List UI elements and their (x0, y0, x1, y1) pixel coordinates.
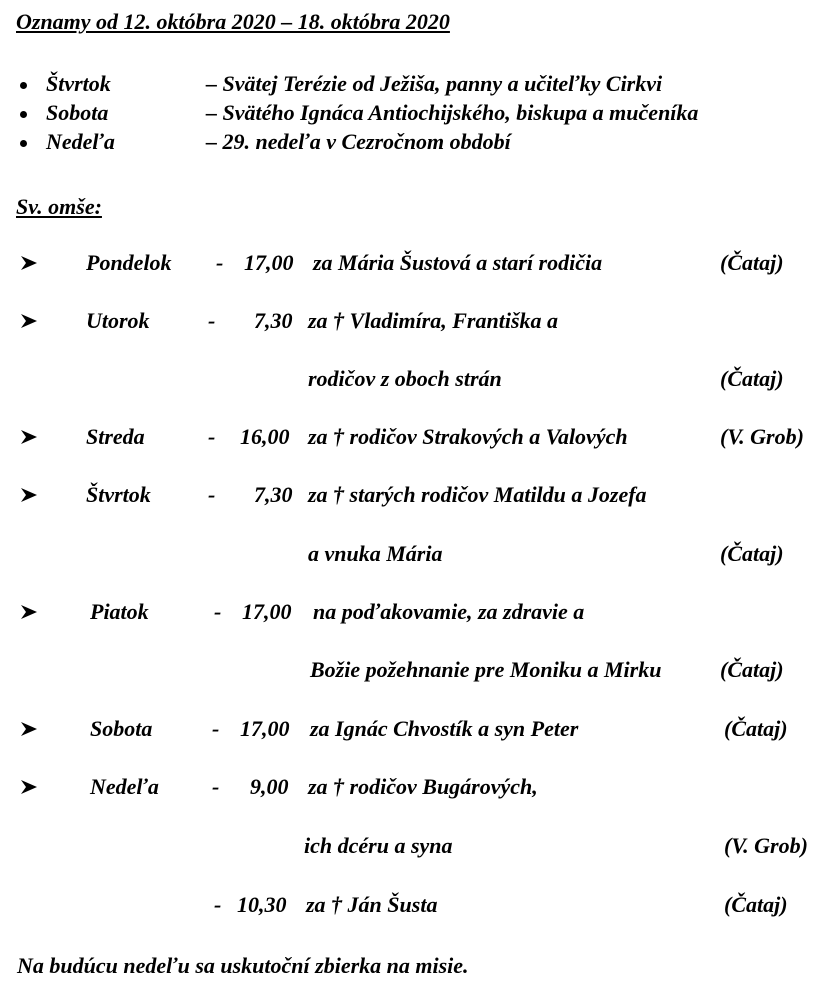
mass-day: Utorok (86, 308, 150, 333)
mass-intention: na poďakovamie, za zdravie a (313, 599, 585, 624)
mass-intention: za † Vladimíra, Františka a (308, 308, 559, 333)
mass-time: 17,00 (242, 599, 292, 624)
mass-place: (V. Grob) (724, 833, 808, 858)
mass-time: 17,00 (240, 716, 290, 741)
mass-intention: za † rodičov Strakových a Valových (308, 424, 628, 449)
mass-intention: za † starých rodičov Matildu a Jozefa (308, 482, 647, 507)
mass-dash: - (208, 308, 216, 333)
feast-day: Nedeľa (46, 129, 115, 154)
mass-dash: - (208, 424, 216, 449)
mass-day: Nedeľa (90, 774, 159, 799)
feast-desc: – Svätého Ignáca Antiochijského, biskupa a mučeníka (206, 100, 699, 125)
mass-place: (Čataj) (720, 657, 784, 682)
bullet-icon (20, 140, 27, 147)
arrow-bullet-icon (20, 779, 38, 795)
feast-desc: – Svätej Terézie od Ježiša, panny a učiteľky Cirkvi (206, 71, 663, 96)
mass-place: (Čataj) (724, 716, 788, 741)
bullet-icon (20, 111, 27, 118)
mass-dash: - (212, 716, 220, 741)
mass-intention: za † rodičov Bugárových, (308, 774, 538, 799)
arrow-bullet-icon (20, 255, 38, 271)
mass-place: (Čataj) (720, 250, 784, 275)
mass-intention-cont: Božie požehnanie pre Moniku a Mirku (310, 657, 662, 682)
arrow-bullet-icon (20, 429, 38, 445)
mass-intention-cont: ich dcéru a syna (304, 833, 453, 858)
collection-note: Na budúcu nedeľu sa uskutoční zbierka na misie. (17, 953, 469, 978)
feast-desc: – 29. nedeľa v Cezročnom období (206, 129, 511, 154)
mass-time: 9,00 (250, 774, 289, 799)
mass-day: Streda (86, 424, 145, 449)
mass-place: (Čataj) (720, 366, 784, 391)
bullet-icon (20, 82, 27, 89)
feast-day: Sobota (46, 100, 109, 125)
arrow-bullet-icon (20, 313, 38, 329)
mass-dash: - (208, 482, 216, 507)
mass-intention: za † Ján Šusta (306, 892, 438, 917)
mass-intention-cont: rodičov z oboch strán (308, 366, 502, 391)
mass-day: Piatok (90, 599, 149, 624)
mass-place: (Čataj) (720, 541, 784, 566)
mass-time: 7,30 (254, 482, 293, 507)
mass-time: 10,30 (237, 892, 287, 917)
arrow-bullet-icon (20, 604, 38, 620)
mass-intention: za Mária Šustová a starí rodičia (313, 250, 603, 275)
feast-day: Štvrtok (46, 71, 111, 96)
mass-time: 7,30 (254, 308, 293, 333)
mass-dash: - (214, 599, 222, 624)
masses-heading: Sv. omše: (16, 194, 102, 219)
mass-place: (V. Grob) (720, 424, 804, 449)
mass-dash: - (214, 892, 222, 917)
mass-place: (Čataj) (724, 892, 788, 917)
arrow-bullet-icon (20, 487, 38, 503)
mass-time: 16,00 (240, 424, 290, 449)
mass-intention-cont: a vnuka Mária (308, 541, 443, 566)
mass-day: Pondelok (86, 250, 172, 275)
mass-dash: - (212, 774, 220, 799)
arrow-bullet-icon (20, 721, 38, 737)
mass-day: Štvrtok (86, 482, 151, 507)
page-title: Oznamy od 12. októbra 2020 – 18. októbra 2020 (16, 9, 450, 34)
mass-time: 17,00 (244, 250, 294, 275)
mass-intention: za Ignác Chvostík a syn Peter (310, 716, 579, 741)
mass-day: Sobota (90, 716, 153, 741)
mass-dash: - (216, 250, 224, 275)
